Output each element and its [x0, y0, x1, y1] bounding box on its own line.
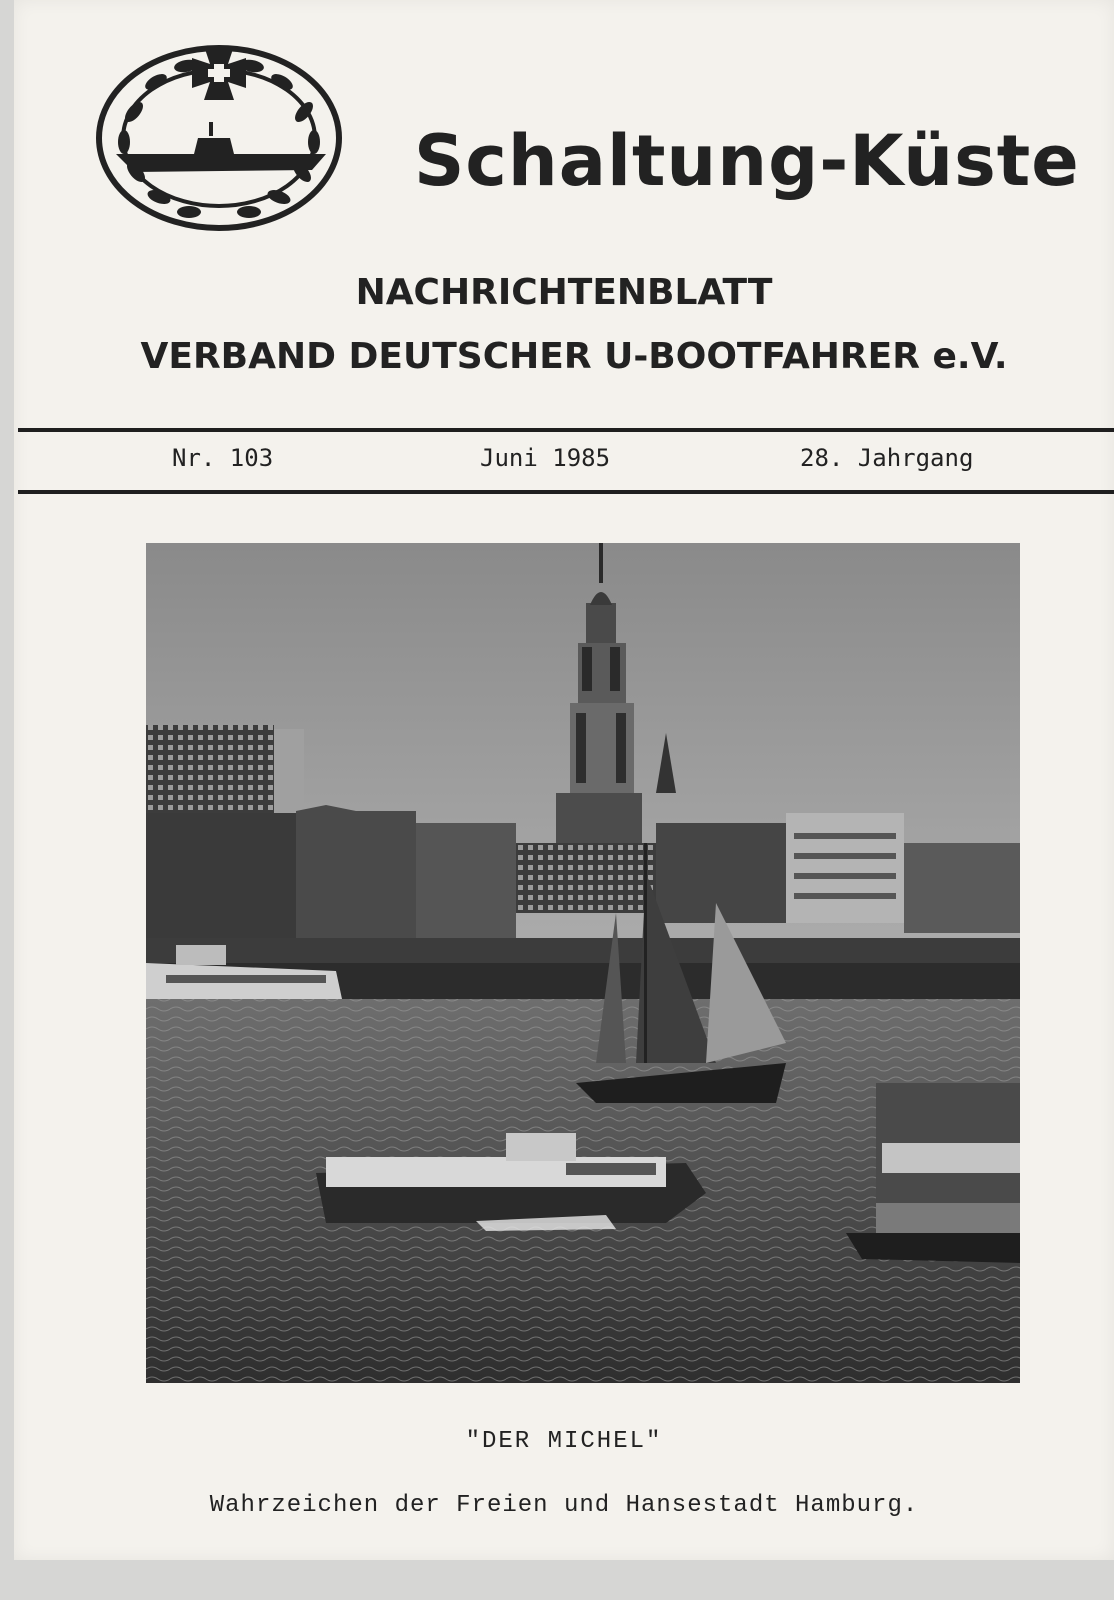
association-name: VERBAND DEUTSCHER U-BOOTFAHRER e.V. — [140, 336, 1008, 377]
magazine-cover — [14, 0, 1114, 1560]
divider-top — [18, 428, 1114, 432]
hamburg-harbor-michel-photo — [146, 543, 1020, 1383]
issue-volume: 28. Jahrgang — [800, 444, 974, 472]
photo-caption-subtitle: Wahrzeichen der Freien und Hansestadt Hamburg. — [209, 1492, 919, 1519]
issue-number: Nr. 103 — [172, 444, 274, 472]
divider-bottom — [18, 490, 1114, 494]
newsletter-label: NACHRICHTENBLATT — [355, 272, 773, 313]
u-boat-war-badge-icon — [94, 42, 344, 234]
magazine-title: Schaltung-Küste — [414, 120, 1080, 202]
issue-date: Juni 1985 — [480, 444, 611, 472]
photo-caption-title: "DER MICHEL" — [465, 1428, 663, 1455]
